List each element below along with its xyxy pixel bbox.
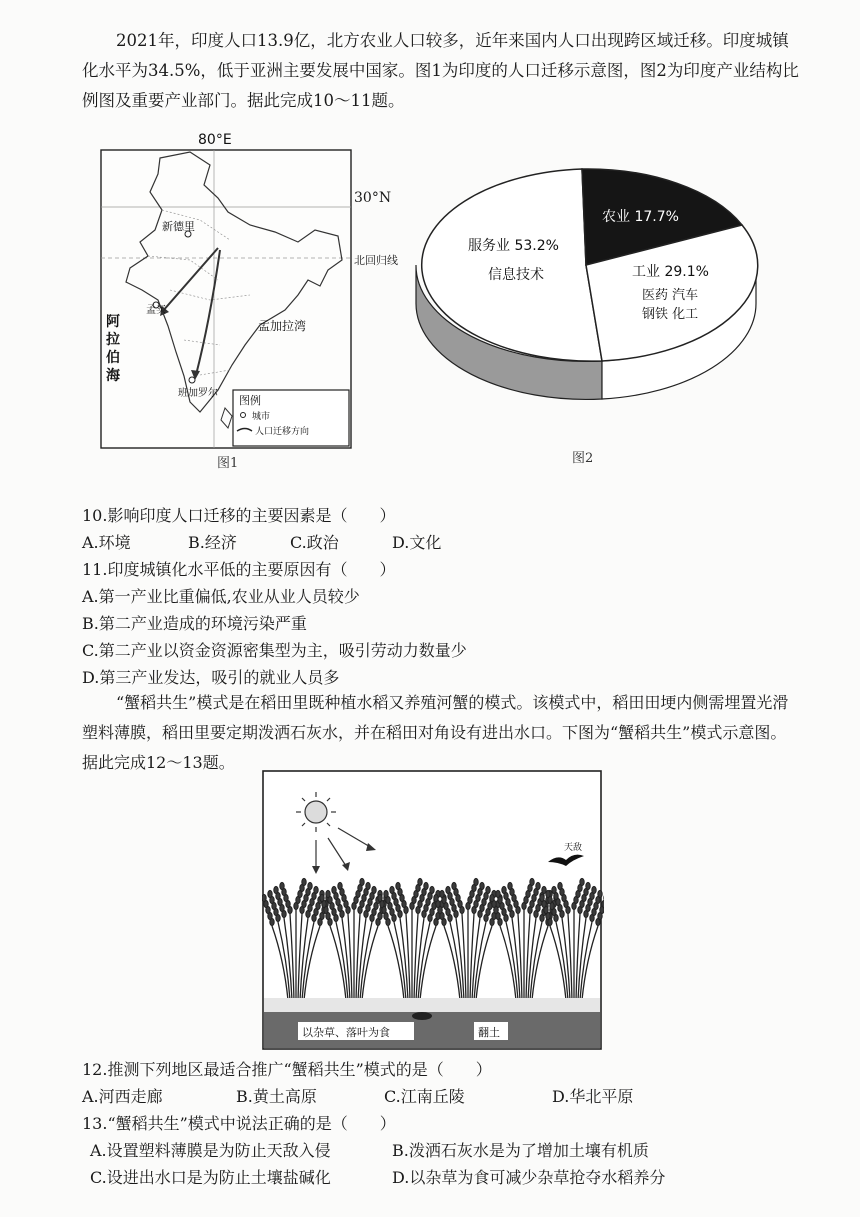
food-label: 以杂草、落叶为食 (302, 1026, 390, 1039)
q13-option-d: D.以杂草为食可减少杂草抢夺水稻养分 (392, 1168, 666, 1187)
arabian-sea-char-1: 阿 (106, 314, 120, 330)
intro-text: 2021年，印度人口13.9亿，北方农业人口较多，近年来国内人口出现跨区域迁移。印度城镇化水平为34.5%，低于亚洲主要发展中国家。图1为印度的人口迁移示意图，图2为印度产业结构比例图及重要产业部门。据此完成10～11题。 (82, 31, 799, 110)
intro2-text: “蟹稻共生”模式是在稻田里既种植水稻又养殖河蟹的模式。该模式中，稻田田埂内侧需埋置光滑塑料薄膜，稻田里要定期泼洒石灰水，并在稻田对角设有进出水口。下图为“蟹稻共生”模式示意图。据此完成12～13题。 (82, 693, 789, 772)
rice-grain (480, 882, 484, 889)
soil-label: 翻土 (478, 1026, 500, 1039)
rice-grain (308, 882, 312, 889)
rice-grain (474, 878, 478, 885)
pie-label-services: 服务业 53.2% (468, 238, 559, 254)
city-marker-bangalore (189, 377, 195, 383)
lat-label: 30°N (354, 190, 392, 206)
rice-grain (580, 878, 584, 885)
q13-option-c: C.设进出水口是为防止土壤盐碱化 (90, 1168, 331, 1187)
pie-sub-industry-1: 医药 汽车 (642, 288, 699, 303)
q11-option-b: B.第二产业造成的环境污染严重 (82, 614, 307, 633)
rice-grain (602, 900, 604, 907)
q10-stem: 10.影响印度人口迁移的主要因素是（ ） (82, 506, 396, 525)
crab-icon (412, 1012, 432, 1020)
rice-grain (314, 886, 318, 893)
rice-grain (502, 886, 506, 893)
rice-grain (446, 886, 450, 893)
q13-stem: 13.“蟹稻共生”模式中说法正确的是（ ） (82, 1114, 396, 1133)
rice-grain (280, 882, 284, 889)
rice-grain (320, 894, 324, 901)
enemy-label: 天敌 (564, 843, 583, 853)
q10-option-b: B.经济 (188, 533, 237, 552)
rice-grain (384, 890, 388, 897)
pie-label-agriculture: 农业 17.7% (602, 209, 679, 225)
rice-grain (540, 894, 544, 901)
q10-option-a: A.环境 (82, 533, 131, 552)
rice-grain (378, 894, 382, 901)
rice-grain (592, 886, 596, 893)
rice-grain (418, 878, 422, 885)
lon-label: 80°E (198, 132, 232, 148)
pie-sub-services: 信息技术 (488, 267, 544, 283)
rice-grain (396, 882, 400, 889)
legend-title: 图例 (239, 394, 261, 407)
arabian-sea-char-2: 拉 (106, 332, 120, 348)
q13-option-b: B.泼洒石灰水是为了增加土壤有机质 (392, 1141, 649, 1160)
q11-stem: 11.印度城镇化水平低的主要原因有（ ） (82, 560, 396, 579)
rice-grain (546, 890, 550, 897)
q12-stem: 12.推测下列地区最适合推广“蟹稻共生”模式的是（ ） (82, 1060, 492, 1079)
rice-grain (586, 882, 590, 889)
water-layer (264, 998, 600, 1012)
legend-migration: 人口迁移方向 (255, 427, 310, 437)
q12-option-a: A.河西走廊 (82, 1087, 163, 1106)
rice-grain (274, 886, 278, 893)
tropic-label: 北回归线 (354, 254, 398, 267)
legend-city: 城市 (252, 412, 271, 422)
city-mumbai: 孟买 (146, 305, 166, 316)
pie-label-industry: 工业 29.1% (632, 264, 709, 280)
q13-option-a: A.设置塑料薄膜是为防止天敌入侵 (90, 1141, 331, 1160)
rice-grain (332, 886, 336, 893)
q11-option-c: C.第二产业以资金资源密集型为主，吸引劳动力数量少 (82, 641, 467, 660)
bay-of-bengal-label: 孟加拉湾 (258, 319, 307, 333)
rice-grain (424, 882, 428, 889)
rice-grain (558, 882, 562, 889)
rice-grain (360, 878, 364, 885)
rice-grain (496, 890, 500, 897)
rice-grain (452, 882, 456, 889)
rice-grain (434, 894, 438, 901)
legend-city-symbol (241, 413, 246, 418)
rice-grain (552, 886, 556, 893)
rice-grain (326, 890, 330, 897)
rice-grain (366, 882, 370, 889)
rice-grain (302, 878, 306, 885)
q10-option-d: D.文化 (392, 533, 442, 552)
rice-grain (536, 882, 540, 889)
rice-grain (430, 886, 434, 893)
rice-grain (530, 878, 534, 885)
arabian-sea-char-3: 伯 (106, 350, 120, 366)
intro-paragraph-india (82, 26, 802, 116)
q10-option-c: C.政治 (290, 533, 339, 552)
q12-option-b: B.黄土高原 (236, 1087, 317, 1106)
rice-grain (486, 886, 490, 893)
rice-grain (338, 882, 342, 889)
city-new-delhi: 新德里 (162, 220, 195, 233)
industry-pie-chart (412, 155, 760, 405)
rice-grain (508, 882, 512, 889)
rice-grain (490, 894, 494, 901)
india-migration-map (100, 130, 360, 460)
q11-option-d: D.第三产业发达，吸引的就业人员多 (82, 668, 340, 687)
q12-option-c: C.江南丘陵 (384, 1087, 465, 1106)
figure1-caption: 图1 (217, 456, 239, 471)
intro-paragraph-crab-rice (82, 688, 802, 778)
city-bangalore: 班加罗尔 (178, 388, 218, 399)
rice-grain (440, 890, 444, 897)
rice-grain (390, 886, 394, 893)
pie-sub-industry-2: 钢铁 化工 (642, 307, 699, 322)
q11-option-a: A.第一产业比重偏低,农业从业人员较少 (82, 587, 360, 606)
rice-grain (268, 890, 272, 897)
arabian-sea-char-4: 海 (106, 368, 120, 384)
crab-rice-diagram (262, 770, 604, 1052)
q12-option-d: D.华北平原 (552, 1087, 634, 1106)
figure2-caption: 图2 (572, 451, 594, 466)
rice-grain (598, 890, 602, 897)
rice-grain (262, 894, 266, 901)
rice-grain (372, 886, 376, 893)
